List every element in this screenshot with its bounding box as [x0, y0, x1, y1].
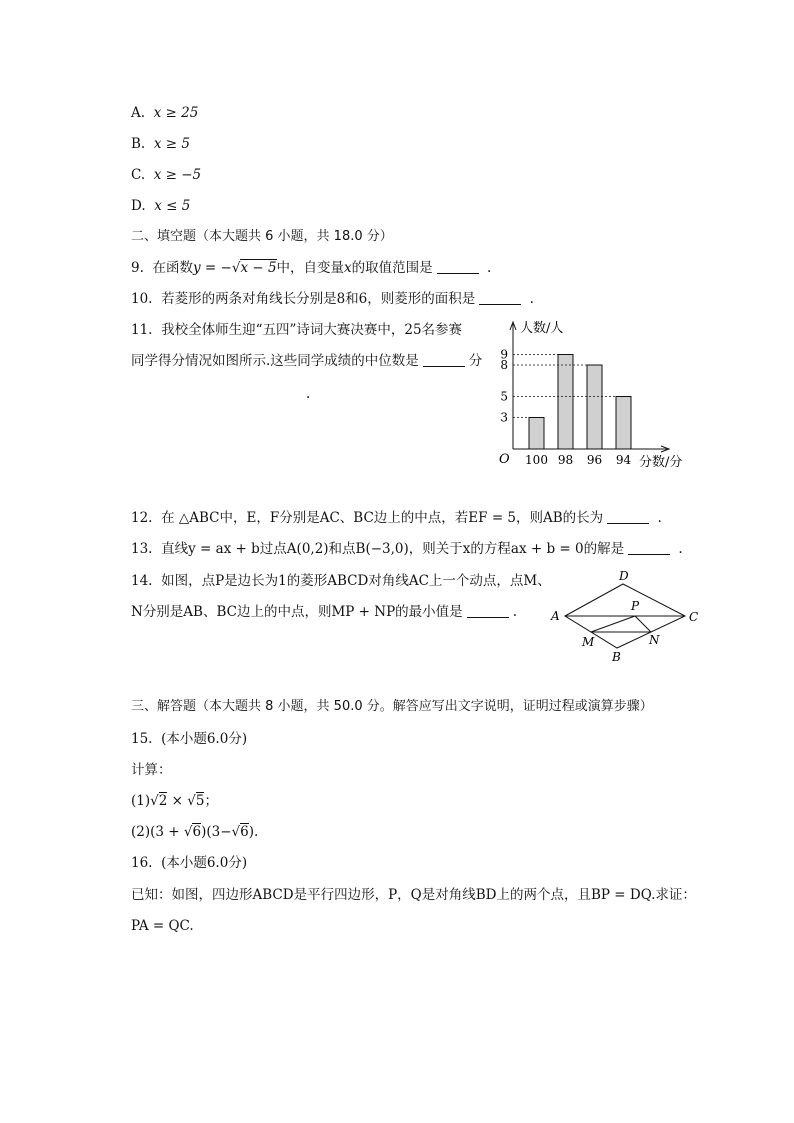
segment-np — [635, 616, 651, 632]
answer-blank[interactable] — [437, 259, 479, 274]
answer-blank[interactable] — [467, 603, 509, 618]
question-15-header: 15. (本小题6.0分) — [131, 731, 248, 747]
question-13: 13. 直线y = ax + b过点A(0,2)和点B(−3,0)，则关于x的方程ax + b = 0的解是 . — [131, 541, 683, 557]
label-d: D — [619, 569, 629, 583]
question-14-line2: N分别是AB、BC边上的中点，则MP + NP的最小值是 . — [131, 604, 517, 620]
x-tick-94: 94 — [615, 453, 632, 467]
question-10: 10. 若菱形的两条对角线长分别是8和6，则菱形的面积是 . — [131, 291, 534, 307]
label-a: A — [551, 609, 560, 623]
label-c: C — [689, 610, 699, 624]
question-11-line2: 同学得分情况如图所示.这些同学成绩的中位数是 分 — [131, 353, 483, 369]
option-b: B. x ≥ 5 — [131, 136, 190, 152]
question-16-header: 16. (本小题6.0分) — [131, 855, 248, 871]
question-14-line1: 14. 如图，点P是边长为1的菱形ABCD对角线AC上一个动点，点M、 — [131, 573, 551, 589]
bar-98 — [558, 355, 573, 450]
x-tick-100: 100 — [525, 453, 548, 467]
bar-96 — [587, 365, 602, 449]
option-a: A. x ≥ 25 — [131, 105, 199, 121]
section-2-title: 二、填空题（本大题共 6 小题，共 18.0 分） — [131, 229, 393, 244]
answer-blank[interactable] — [423, 352, 465, 367]
answer-blank[interactable] — [628, 540, 670, 555]
label-p: P — [631, 599, 640, 613]
x-axis-label: 分数/分 — [639, 455, 683, 470]
label-n: N — [649, 633, 660, 647]
rhombus-figure — [545, 568, 705, 666]
question-16-line1: 已知：如图，四边形ABCD是平行四边形，P，Q是对角线BD上的两个点，且BP = DQ.求证： — [131, 887, 696, 903]
bar-100 — [529, 418, 544, 450]
option-d: D. x ≤ 5 — [131, 198, 191, 214]
x-tick-96: 96 — [586, 453, 603, 467]
y-tick-3: 3 — [500, 410, 508, 425]
question-11-end: . — [306, 386, 311, 402]
question-15-part2: (2)(3 + √6)(3−√6). — [131, 824, 259, 840]
y-tick-9: 9 — [500, 347, 508, 362]
y-axis-label: 人数/人 — [520, 321, 564, 336]
question-15-part1: (1)√2 × √5； — [131, 793, 218, 809]
x-tick-98: 98 — [557, 453, 574, 467]
label-b: B — [612, 650, 621, 664]
answer-blank[interactable] — [607, 509, 649, 524]
label-m: M — [582, 635, 595, 649]
answer-blank[interactable] — [479, 290, 521, 305]
origin-label: O — [499, 452, 510, 467]
y-tick-8: 8 — [500, 358, 508, 372]
section-3-title: 三、解答题（本大题共 8 小题，共 50.0 分。解答应写出文字说明，证明过程或演算步骤） — [131, 699, 653, 714]
question-9: 9. 在函数y = −√x − 5中，自变量x的取值范围是 . — [131, 260, 492, 276]
option-c: C. x ≥ −5 — [131, 167, 202, 183]
question-15-intro: 计算： — [131, 762, 172, 778]
segment-mp — [591, 616, 635, 632]
question-11-line1: 11. 我校全体师生迎“五四”诗词大赛决赛中，25名参赛 — [131, 322, 463, 338]
bar-94 — [616, 397, 631, 450]
question-12: 12. 在 △ABC中，E，F分别是AC、BC边上的中点，若EF = 5，则AB的长为 . — [131, 510, 662, 526]
y-tick-5: 5 — [500, 389, 508, 404]
score-bar-chart — [495, 316, 710, 474]
question-16-line2: PA = QC. — [131, 918, 194, 934]
